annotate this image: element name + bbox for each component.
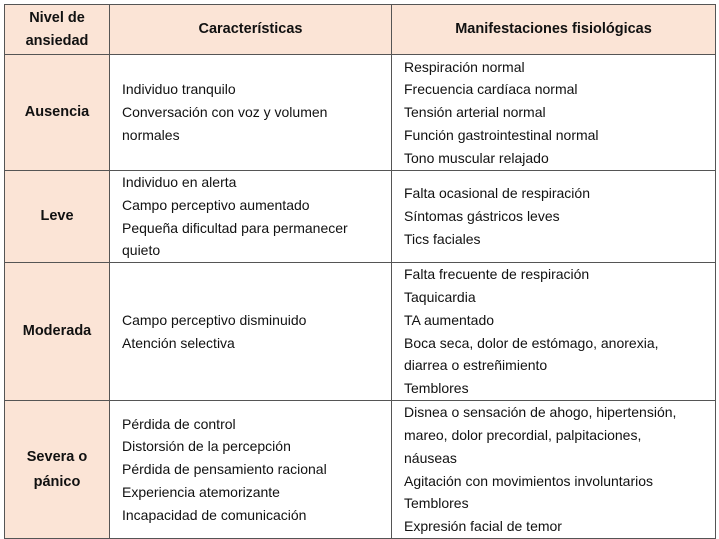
table-row [5,171,716,263]
list-item: quieto [122,242,161,259]
table-row [5,401,716,539]
list-item: Boca seca, dolor de estómago, anorexia, [404,334,659,351]
table-row [5,55,716,171]
list-item: Experiencia atemorizante [122,484,280,501]
level-cell [5,263,110,401]
header-characteristics: Características [110,5,392,55]
list-item: Síntomas gástricos leves [404,208,560,225]
header-row [5,5,716,55]
list-item: Pequeña dificultad para permanecer [122,219,348,236]
list-item: Falta ocasional de respiración [404,185,590,202]
list-item: Incapacidad de comunicación [122,506,307,523]
list-item: Frecuencia cardíaca normal [404,81,578,98]
header-manifestations: Manifestaciones fisiológicas [392,5,716,55]
list-item: Pérdida de pensamiento racional [122,461,327,478]
list-item: Conversación con voz y volumen [122,104,328,121]
characteristics-cell [110,55,392,171]
list-item: Agitación con movimientos involuntarios [404,472,654,489]
header-level-line: ansiedad [25,32,89,49]
list-item: Tono muscular relajado [404,149,549,166]
list-item: Campo perceptivo aumentado [122,196,310,213]
list-item: normales [122,126,180,143]
list-item: Tics faciales [404,230,481,247]
list-item: diarrea o estreñimiento [404,357,548,374]
level-cell [5,171,110,263]
anxiety-levels-table [4,4,716,539]
list-item: Expresión facial de temor [404,518,562,535]
characteristics-cell [110,401,392,539]
list-item: Falta frecuente de respiración [404,266,590,283]
characteristics-cell [110,263,392,401]
manifestations-cell [392,171,716,263]
list-item: náuseas [404,449,457,466]
list-item: TA aumentado [404,311,495,328]
level-cell [5,55,110,171]
manifestations-cell [392,55,716,171]
list-item: Campo perceptivo disminuido [122,311,307,328]
level-label: Ausencia [24,104,90,120]
level-label: Leve [40,208,74,225]
characteristics-cell [110,171,392,263]
list-item: Disnea o sensación de ahogo, hipertensión, [404,404,677,421]
table-row [5,263,716,401]
manifestations-cell [392,263,716,401]
header-level [5,5,110,55]
level-label: Moderada [22,323,92,340]
list-item: mareo, dolor precordial, palpitaciones, [404,427,642,444]
manifestations-cell [392,401,716,539]
list-item: Individuo tranquilo [122,81,236,98]
list-item: Taquicardia [404,289,476,306]
list-item: Individuo en alerta [122,174,237,190]
level-cell [5,401,110,539]
level-label: pánico [33,473,81,490]
list-item: Función gastrointestinal normal [404,126,599,143]
header-level-line: Nivel de [29,9,85,26]
list-item: Temblores [404,495,469,512]
list-item: Atención selectiva [122,334,235,351]
list-item: Tensión arterial normal [404,104,546,121]
list-item: Distorsión de la percepción [122,438,291,455]
list-item: Temblores [404,380,469,397]
level-label: Severa o [26,448,88,465]
list-item: Pérdida de control [122,415,236,432]
list-item: Respiración normal [404,58,525,75]
